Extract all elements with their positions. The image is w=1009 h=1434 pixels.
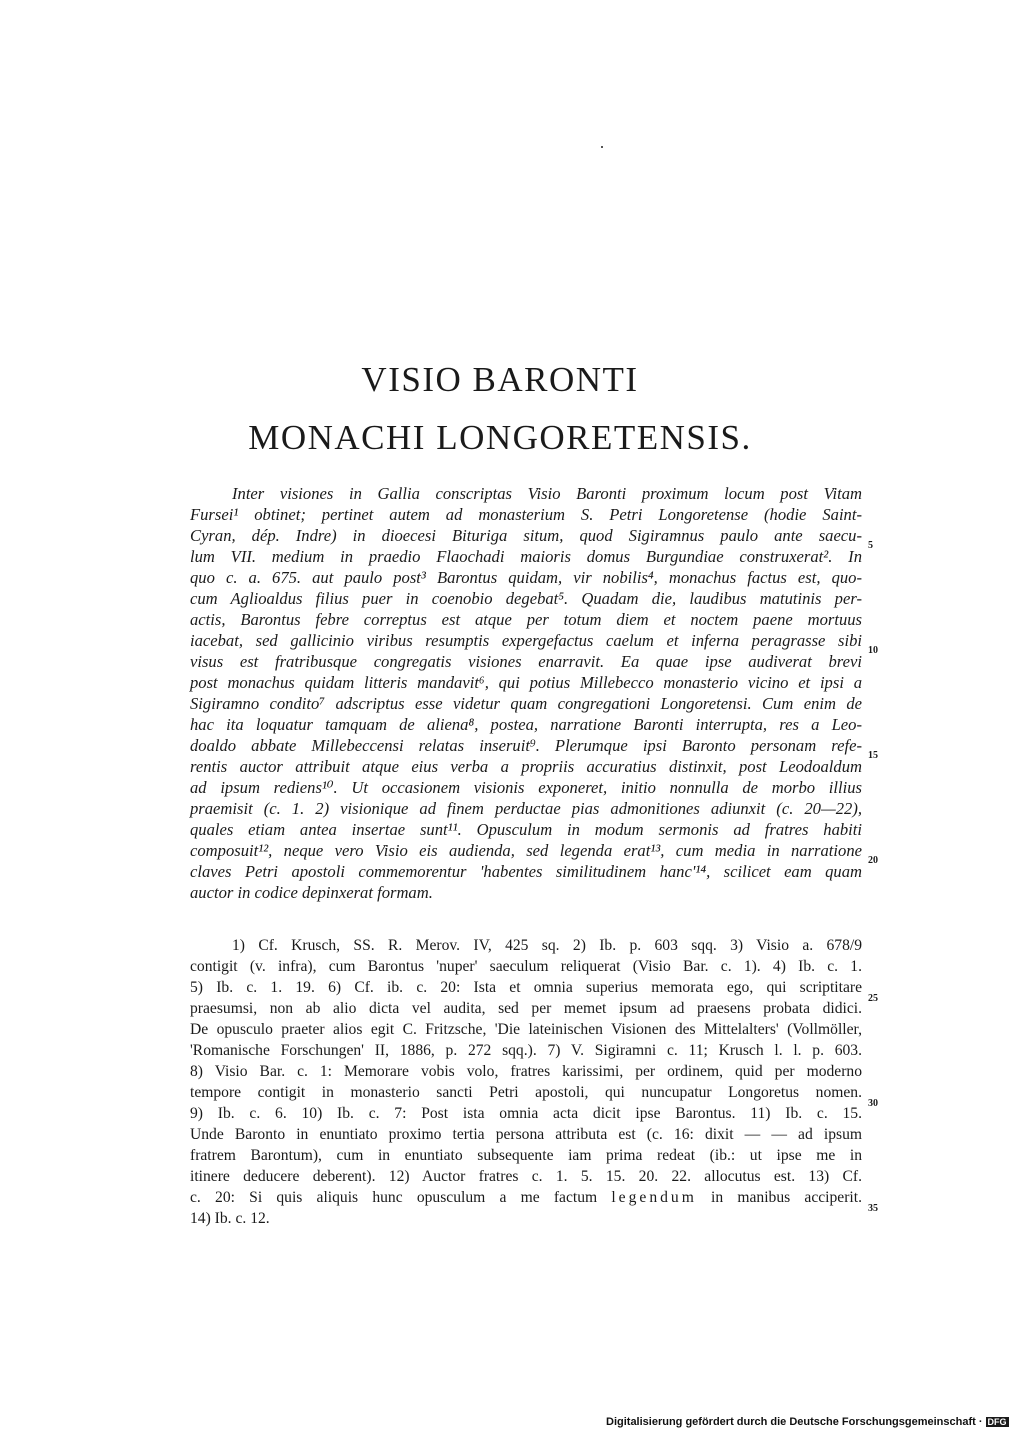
text-line: praemisit (c. 1. 2) visionique ad finem perductae pias admonitiones adiunxit (c. 20—22), [190, 799, 862, 818]
footnote-line: 1) Cf. Krusch, SS. R. Merov. IV, 425 sq. 2) Ib. p. 603 sqq. 3) Visio a. 678/9 [232, 937, 862, 954]
text-line: hac ita loquatur tamquam de aliena⁸, postea, narratione Baronti interrupta, res a Leo- [190, 715, 862, 734]
footnote-line: contigit (v. infra), cum Barontus 'nuper' saeculum reliquerat (Visio Bar. c. 1). 4) Ib. c. 1. [190, 958, 862, 975]
footnote-line: 5) Ib. c. 1. 19. 6) Cf. ib. c. 20: Ista et omnia superius memorata ego, qui scriptitare [190, 979, 862, 996]
line-number: 5 [868, 540, 873, 551]
footnote-line: De opusculo praeter alios egit C. Fritzsche, 'Die lateinischen Visionen des Mittelalters' (Vollmöller, [190, 1021, 862, 1038]
line-number: 35 [868, 1203, 878, 1214]
footnote-line: 8) Visio Bar. c. 1: Memorare vobis volo, fratres karissimi, per ordinem, quid per moderno [190, 1063, 862, 1080]
text-line: Inter visiones in Gallia conscriptas Visio Baronti proximum locum post Vitam [232, 484, 862, 503]
text-line: cum Aglioaldus filius puer in coenobio degebat⁵. Quadam die, laudibus matutinis per- [190, 589, 862, 608]
text-line: quales etiam antea insertae sunt¹¹. Opusculum in modum sermonis ad fratres habiti [190, 820, 862, 839]
text-line: doaldo abbate Millebeccensi relatas inseruit⁹. Plerumque ipsi Baronto personam refe- [190, 736, 862, 755]
text-line: quo c. a. 675. aut paulo post³ Barontus quidam, vir nobilis⁴, monachus factus est, quo- [190, 568, 862, 587]
text-line: composuit¹², neque vero Visio eis audienda, sed legenda erat¹³, cum media in narratione [190, 841, 862, 860]
footnote-text: c. 20: Si quis aliquis hunc opusculum a me factum [190, 1189, 598, 1206]
credit-text: Digitalisierung gefördert durch die Deutsche Forschungsgemeinschaft · [606, 1416, 983, 1428]
text-line: visus est fratribusque congregatis visiones enarravit. Ea quae ipse audiverat brevi [190, 652, 862, 671]
footnote-line: 9) Ib. c. 6. 10) Ib. c. 7: Post ista omnia acta dicit ipse Barontus. 11) Ib. c. 15. [190, 1105, 862, 1122]
line-number: 15 [868, 750, 878, 761]
footnote-text: in manibus acciperit. [696, 1189, 862, 1206]
speck [601, 146, 603, 148]
line-number: 10 [868, 645, 878, 656]
dfg-logo: DFG [987, 1417, 1007, 1427]
footnote-line: Unde Baronto in enuntiato proximo tertia persona attributa est (c. 16: dixit — — ad ipsum [190, 1126, 862, 1143]
text-line: rentis auctor attribuit atque eius verba a propriis accuratius distinxit, post Leodoaldum [190, 757, 862, 776]
line-number: 20 [868, 855, 878, 866]
footnote-line: 'Romanische Forschungen' II, 1886, p. 272 sqq.). 7) V. Sigiramni c. 11; Krusch l. l. p. 603. [190, 1042, 862, 1059]
text-line: lum VII. medium in praedio Flaochadi maioris domus Burgundiae construxerat². In [190, 547, 862, 566]
text-line: actis, Barontus febre correptus est atque per totum diem et noctem paene mortuus [190, 610, 862, 629]
footnote-line: tempore contigit in monasterio sancti Petri apostoli, qui nuncupatur Longoretus nomen. [190, 1084, 862, 1101]
text-line: post monachus quidam litteris mandavit⁶, qui potius Millebecco monasterio vicino et ipsi a [190, 673, 862, 692]
footnote-line [190, 1188, 862, 1209]
footnote-line: itinere deducere deberent). 12) Auctor fratres c. 1. 5. 15. 20. 22. allocutus est. 13) Cf. [190, 1168, 862, 1185]
line-number: 30 [868, 1098, 878, 1109]
title-line-2: MONACHI LONGORETENSIS. [248, 418, 752, 457]
line-number: 25 [868, 993, 878, 1004]
title-line-1: VISIO BARONTI [361, 360, 639, 399]
text-line: ad ipsum rediens¹⁰. Ut occasionem visionis exponeret, initio nonnulla de morbo illius [190, 778, 862, 797]
spaced-word: legendum [611, 1189, 697, 1206]
footnote-line: 14) Ib. c. 12. [190, 1210, 270, 1227]
text-line: Sigiramno condito⁷ adscriptus esse videtur quam congregationi Longoretensi. Cum enim de [190, 694, 862, 713]
digitization-credit [606, 1416, 1009, 1428]
footnote-line: fratrem Barontum), cum in enuntiato subsequente iam prima redeat (ib.: ut ipse me in [190, 1147, 862, 1164]
text-line: auctor in codice depinxerat formam. [190, 883, 433, 902]
footnote-line: praesumsi, non ab alio dicta vel audita, sed per memet ipsum ad praesens probata didici. [190, 1000, 862, 1017]
text-line: claves Petri apostoli commemorentur 'habentes similitudinem hanc'¹⁴, scilicet eam quam [190, 862, 862, 881]
text-line: iacebat, sed gallicinio viribus resumptis expergefactus caelum et inferna peragrasse sibi [190, 631, 862, 650]
text-line: Cyran, dép. Indre) in dioecesi Bituriga situm, quod Sigiramnus paulo ante saecu- [190, 526, 862, 545]
text-line: Fursei¹ obtinet; pertinet autem ad monasterium S. Petri Longoretense (hodie Saint- [190, 505, 862, 524]
